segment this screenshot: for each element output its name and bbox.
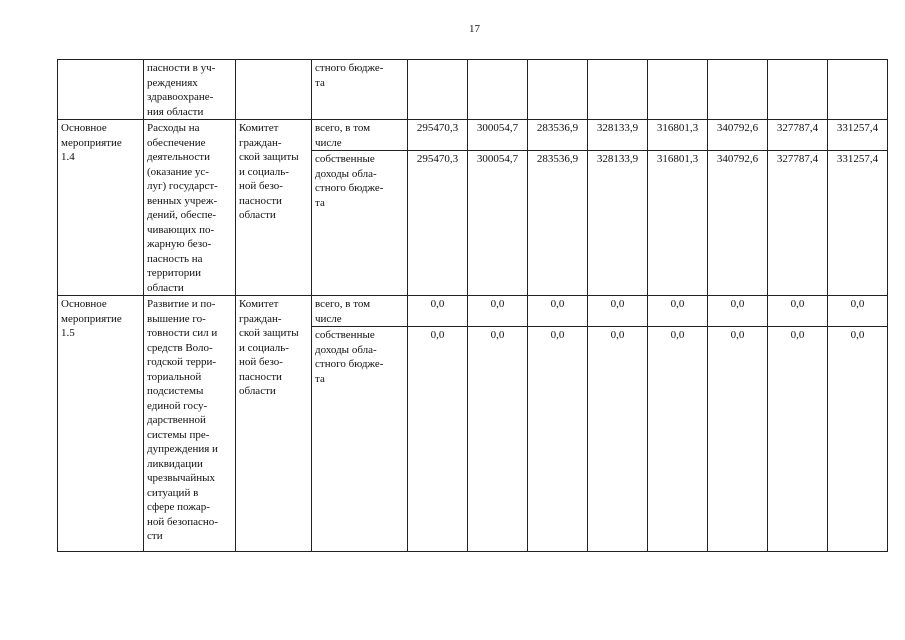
funding-source-cell: всего, в том числе xyxy=(312,296,408,327)
activity-cell: Основное мероприятие 1.4 xyxy=(58,120,144,296)
value-cell xyxy=(708,60,768,120)
value-cell xyxy=(528,60,588,120)
executor-cell xyxy=(236,60,312,120)
value-cell: 0,0 xyxy=(648,296,708,327)
value-cell: 0,0 xyxy=(828,327,888,552)
value-cell: 283536,9 xyxy=(528,151,588,296)
value-cell: 0,0 xyxy=(828,296,888,327)
activity-name-cell: Развитие и по- вышение го- товности сил и средств Воло- годской терри- ториальной подсистемы единой госу- дарственной системы пре- дупреждения и ликвидации чрезвычайных ситуаций в сфере пожар- ной безопасно- сти xyxy=(144,296,236,552)
table-row xyxy=(58,60,888,120)
executor-cell: Комитет граждан- ской защиты и социаль- ной безо- пасности области xyxy=(236,120,312,296)
budget-table xyxy=(57,59,888,552)
value-cell: 0,0 xyxy=(708,327,768,552)
value-cell xyxy=(588,60,648,120)
activity-cell: Основное мероприятие 1.5 xyxy=(58,296,144,552)
value-cell: 316801,3 xyxy=(648,151,708,296)
value-cell: 331257,4 xyxy=(828,151,888,296)
value-cell xyxy=(648,60,708,120)
value-cell: 327787,4 xyxy=(768,120,828,151)
table-row xyxy=(58,120,888,151)
value-cell: 0,0 xyxy=(708,296,768,327)
value-cell xyxy=(468,60,528,120)
value-cell: 0,0 xyxy=(768,327,828,552)
activity-name-cell: Расходы на обеспечение деятельности (оказание ус- луг) государст- венных учреж- дений, обеспе- чивающих по- жарную безо- пасность на территории области xyxy=(144,120,236,296)
value-cell: 327787,4 xyxy=(768,151,828,296)
funding-source-cell: собственные доходы обла- стного бюдже- та xyxy=(312,327,408,552)
value-cell: 0,0 xyxy=(468,296,528,327)
value-cell xyxy=(408,60,468,120)
value-cell: 328133,9 xyxy=(588,120,648,151)
value-cell: 331257,4 xyxy=(828,120,888,151)
value-cell: 340792,6 xyxy=(708,120,768,151)
value-cell: 0,0 xyxy=(648,327,708,552)
value-cell: 0,0 xyxy=(408,296,468,327)
page-number: 17 xyxy=(469,23,480,35)
value-cell: 295470,3 xyxy=(408,120,468,151)
value-cell: 300054,7 xyxy=(468,120,528,151)
value-cell: 340792,6 xyxy=(708,151,768,296)
value-cell: 0,0 xyxy=(528,296,588,327)
value-cell: 0,0 xyxy=(528,327,588,552)
value-cell xyxy=(768,60,828,120)
funding-source-cell: стного бюдже- та xyxy=(312,60,408,120)
executor-cell: Комитет граждан- ской защиты и социаль- ной безо- пасности области xyxy=(236,296,312,552)
value-cell: 0,0 xyxy=(468,327,528,552)
value-cell: 0,0 xyxy=(768,296,828,327)
value-cell: 0,0 xyxy=(588,327,648,552)
value-cell: 328133,9 xyxy=(588,151,648,296)
activity-cell xyxy=(58,60,144,120)
activity-name-cell: пасности в уч- реждениях здравоохране- ния области xyxy=(144,60,236,120)
value-cell: 0,0 xyxy=(588,296,648,327)
value-cell: 295470,3 xyxy=(408,151,468,296)
value-cell: 0,0 xyxy=(408,327,468,552)
value-cell xyxy=(828,60,888,120)
value-cell: 283536,9 xyxy=(528,120,588,151)
funding-source-cell: всего, в том числе xyxy=(312,120,408,151)
table-row xyxy=(58,296,888,327)
funding-source-cell: собственные доходы обла- стного бюдже- та xyxy=(312,151,408,296)
value-cell: 300054,7 xyxy=(468,151,528,296)
value-cell: 316801,3 xyxy=(648,120,708,151)
